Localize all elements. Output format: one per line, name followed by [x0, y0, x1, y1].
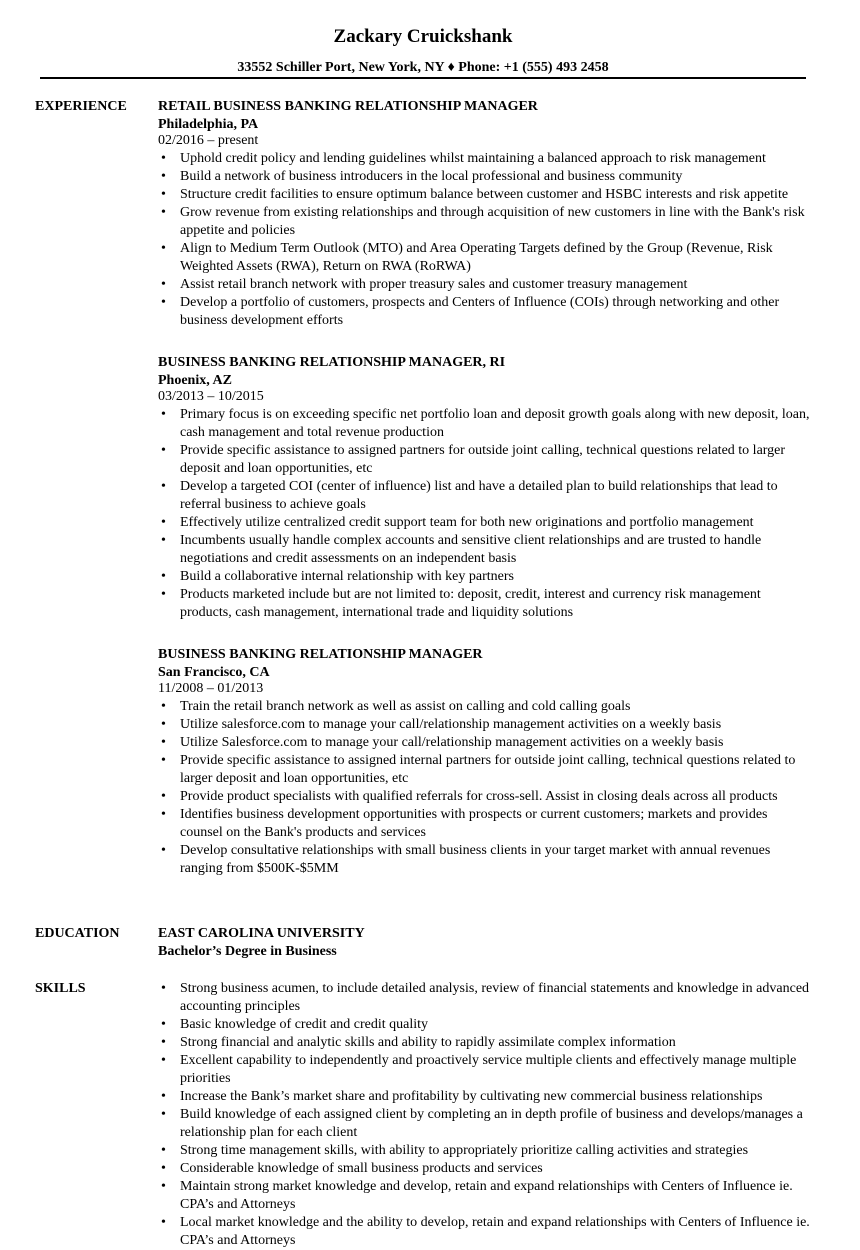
bullet-icon: •: [161, 151, 166, 166]
job-dates: 11/2008 – 01/2013: [158, 681, 264, 696]
list-item-text: Align to Medium Term Outlook (MTO) and Area Operating Targets defined by the Group (Revenue, Risk Weighted Assets (RWA), Return on RWA (RoRWA): [180, 241, 773, 274]
job-responsibilities: [158, 698, 810, 878]
job-title: RETAIL BUSINESS BANKING RELATIONSHIP MANAGER: [158, 99, 538, 114]
job-entry: [158, 646, 810, 878]
list-item: [158, 716, 810, 734]
education-body: [158, 925, 810, 961]
list-item-text: Train the retail branch network as well as assist on calling and cold calling goals: [180, 699, 631, 714]
bullet-icon: •: [161, 1215, 166, 1230]
bullet-icon: •: [161, 407, 166, 422]
job-dates: 02/2016 – present: [158, 133, 259, 148]
job-responsibilities: [158, 406, 810, 622]
list-item-text: Utilize Salesforce.com to manage your call/relationship management activities on a weekly basis: [180, 735, 724, 750]
skills-heading: SKILLS: [35, 981, 86, 996]
list-item: [158, 1034, 810, 1052]
list-item: [158, 568, 810, 586]
job-dates: 03/2013 – 10/2015: [158, 389, 264, 404]
list-item: [158, 1142, 810, 1160]
list-item-text: Utilize salesforce.com to manage your call/relationship management activities on a weekly basis: [180, 717, 722, 732]
bullet-icon: •: [161, 1035, 166, 1050]
list-item-text: Identifies business development opportunities with prospects or current customers; markets and provides counsel on the Bank's products and services: [180, 807, 768, 840]
list-item-text: Incumbents usually handle complex accounts and sensitive client relationships and are trusted to handle negotiations and credit assessments on an independent basis: [180, 533, 762, 566]
list-item-text: Increase the Bank’s market share and profitability by cultivating new commercial business relationships: [180, 1089, 763, 1104]
job-location: San Francisco, CA: [158, 665, 270, 680]
bullet-icon: •: [161, 807, 166, 822]
bullet-icon: •: [161, 1179, 166, 1194]
list-item: [158, 478, 810, 514]
bullet-icon: •: [161, 295, 166, 310]
list-item-text: Grow revenue from existing relationships and through acquisition of new customers in line with the Bank's risk appetite and policies: [180, 205, 805, 238]
candidate-name: Zackary Cruickshank: [333, 26, 513, 47]
bullet-icon: •: [161, 981, 166, 996]
list-item-text: Local market knowledge and the ability to develop, retain and expand relationships with Centers of Influence ie. CPA’s and Attorneys: [180, 1215, 810, 1248]
list-item: [158, 1088, 810, 1106]
bullet-icon: •: [161, 443, 166, 458]
experience-heading: EXPERIENCE: [35, 99, 127, 114]
bullet-icon: •: [161, 587, 166, 602]
skills-body: [158, 980, 810, 1250]
list-item: [158, 1106, 810, 1142]
list-item-text: Strong business acumen, to include detailed analysis, review of financial statements and knowledge in advanced accounting principles: [180, 981, 810, 1014]
list-item-text: Products marketed include but are not limited to: deposit, credit, interest and currency risk management products, cash management, international trade and liquidity solutions: [180, 587, 761, 620]
job-title: BUSINESS BANKING RELATIONSHIP MANAGER: [158, 647, 483, 662]
bullet-icon: •: [161, 479, 166, 494]
bullet-icon: •: [161, 1053, 166, 1068]
list-item-text: Develop a targeted COI (center of influence) list and have a detailed plan to build relationships that lead to referral business to achieve goals: [180, 479, 778, 512]
list-item-text: Build a collaborative internal relationship with key partners: [180, 569, 514, 584]
job-title: BUSINESS BANKING RELATIONSHIP MANAGER, RI: [158, 355, 506, 370]
job-location: Philadelphia, PA: [158, 117, 259, 132]
bullet-icon: •: [161, 1017, 166, 1032]
bullet-icon: •: [161, 241, 166, 256]
list-item-text: Provide specific assistance to assigned internal partners for outside joint calling, technical questions related to larger deposit and loan opportunities, etc: [180, 753, 796, 786]
list-item: [158, 734, 810, 752]
list-item-text: Build a network of business introducers in the local professional and business community: [180, 169, 683, 184]
list-item-text: Primary focus is on exceeding specific net portfolio loan and deposit growth goals along with new deposit, loan, cash management and total revenue production: [180, 407, 810, 440]
school-name: EAST CAROLINA UNIVERSITY: [158, 926, 365, 941]
bullet-icon: •: [161, 515, 166, 530]
list-item: [158, 406, 810, 442]
list-item: [158, 240, 810, 276]
list-item: [158, 1160, 810, 1178]
list-item: [158, 788, 810, 806]
list-item: [158, 980, 810, 1016]
experience-list: [158, 98, 810, 902]
list-item: [158, 698, 810, 716]
list-item: [158, 806, 810, 842]
bullet-icon: •: [161, 533, 166, 548]
list-item: [158, 532, 810, 568]
bullet-icon: •: [161, 277, 166, 292]
list-item: [158, 276, 810, 294]
list-item: [158, 1178, 810, 1214]
bullet-icon: •: [161, 1143, 166, 1158]
skills-list: [158, 980, 810, 1250]
list-item: [158, 442, 810, 478]
degree: Bachelor’s Degree in Business: [158, 944, 337, 959]
bullet-icon: •: [161, 1161, 166, 1176]
header-divider: [40, 77, 806, 79]
job-entry: [158, 354, 810, 622]
list-item: [158, 1016, 810, 1034]
contact-line: 33552 Schiller Port, New York, NY ♦ Phone: +1 (555) 493 2458: [237, 60, 609, 75]
list-item: [158, 752, 810, 788]
list-item-text: Develop a portfolio of customers, prospects and Centers of Influence (COIs) through networking and other business development efforts: [180, 295, 780, 328]
list-item-text: Assist retail branch network with proper treasury sales and customer treasury management: [180, 277, 688, 292]
bullet-icon: •: [161, 735, 166, 750]
list-item: [158, 204, 810, 240]
list-item-text: Provide product specialists with qualified referrals for cross-sell. Assist in closing deals across all products: [180, 789, 778, 804]
list-item: [158, 150, 810, 168]
list-item: [158, 514, 810, 532]
list-item-text: Effectively utilize centralized credit support team for both new originations and portfolio management: [180, 515, 754, 530]
list-item-text: Strong time management skills, with ability to appropriately prioritize calling activities and strategies: [180, 1143, 749, 1158]
bullet-icon: •: [161, 753, 166, 768]
list-item-text: Provide specific assistance to assigned partners for outside joint calling, technical questions related to larger deposit and loan opportunities, etc: [180, 443, 786, 476]
list-item: [158, 294, 810, 330]
list-item: [158, 842, 810, 878]
education-heading: EDUCATION: [35, 926, 120, 941]
bullet-icon: •: [161, 205, 166, 220]
bullet-icon: •: [161, 169, 166, 184]
job-location: Phoenix, AZ: [158, 373, 232, 388]
list-item: [158, 1214, 810, 1250]
bullet-icon: •: [161, 717, 166, 732]
list-item: [158, 168, 810, 186]
list-item-text: Basic knowledge of credit and credit quality: [180, 1017, 429, 1032]
job-entry: [158, 98, 810, 330]
list-item: [158, 1052, 810, 1088]
bullet-icon: •: [161, 699, 166, 714]
list-item-text: Considerable knowledge of small business products and services: [180, 1161, 543, 1176]
list-item-text: Strong financial and analytic skills and ability to rapidly assimilate complex information: [180, 1035, 676, 1050]
bullet-icon: •: [161, 843, 166, 858]
list-item-text: Structure credit facilities to ensure optimum balance between customer and HSBC interests and risk appetite: [180, 187, 789, 202]
list-item-text: Build knowledge of each assigned client by completing an in depth profile of business and develops/manages a relationship plan for each client: [180, 1107, 803, 1140]
bullet-icon: •: [161, 789, 166, 804]
bullet-icon: •: [161, 569, 166, 584]
list-item-text: Develop consultative relationships with small business clients in your target market with annual revenues ranging from $500K-$5MM: [180, 843, 771, 876]
list-item: [158, 186, 810, 204]
job-responsibilities: [158, 150, 810, 330]
bullet-icon: •: [161, 187, 166, 202]
bullet-icon: •: [161, 1089, 166, 1104]
list-item-text: Excellent capability to independently and proactively service multiple clients and effectively manage multiple priorities: [180, 1053, 797, 1086]
bullet-icon: •: [161, 1107, 166, 1122]
list-item-text: Maintain strong market knowledge and develop, retain and expand relationships with Centers of Influence ie. CPA’s and Attorneys: [180, 1179, 793, 1212]
list-item-text: Uphold credit policy and lending guidelines whilst maintaining a balanced approach to risk management: [180, 151, 766, 166]
list-item: [158, 586, 810, 622]
